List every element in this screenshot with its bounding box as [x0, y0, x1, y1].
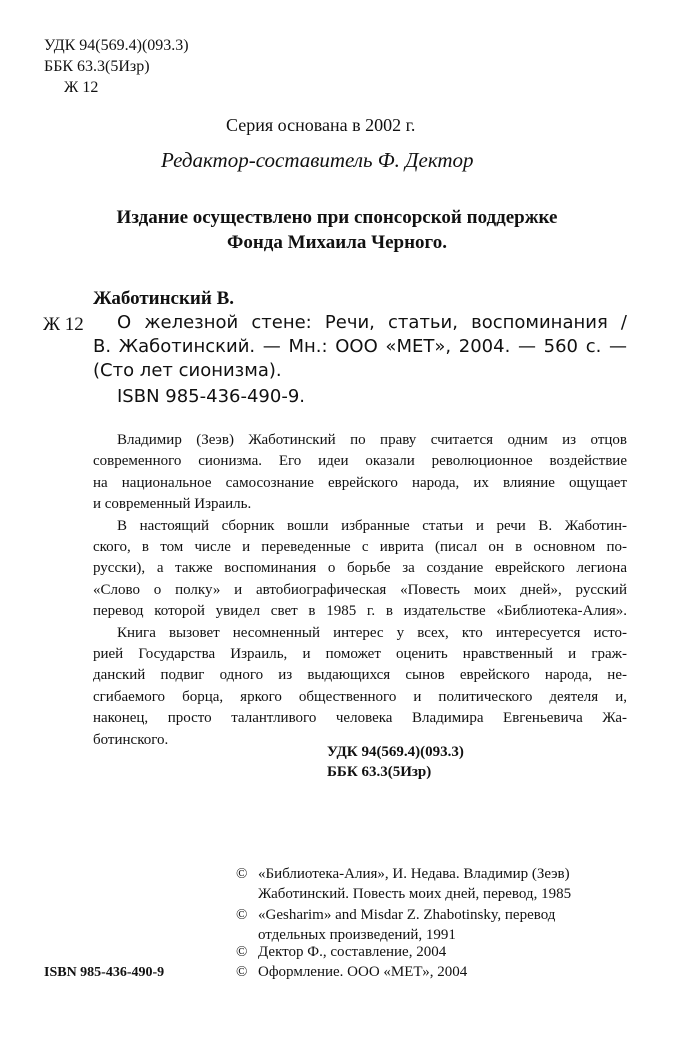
abstract-line: на национальное самосознание еврейского народа, их влияние ощущает: [93, 474, 627, 491]
copyright-symbol: ©: [236, 944, 248, 960]
abstract-line: русски), а также воспоминания о борьбе за создание еврейского легиона: [93, 560, 627, 577]
editor-line: Редактор-составитель Ф. Дектор: [161, 148, 474, 172]
biblio-isbn: ISBN 985-436-490-9.: [117, 386, 305, 407]
abstract-line: наконец, просто талантливого человека Владимира Евгеньевича Жа-: [93, 710, 627, 727]
copyright-text: «Библиотека-Алия», И. Недава. Владимир (Зеэв): [258, 866, 570, 882]
copyright-entry: [236, 905, 631, 945]
copyright-symbol: ©: [236, 964, 248, 980]
abstract-line: «Слово о полку» и автобиографическая «Повесть моих дней», русский: [93, 581, 627, 598]
biblio-line-2: В. Жаботинский. — Мн.: ООО «МЕТ», 2004. — 560 с. —: [93, 336, 627, 357]
abstract-line: данский подвиг одного из выдающихся сынов еврейского народа, не-: [93, 667, 627, 684]
abstract-line: ского, в том числе и переведенные с иврита (писал он в основном по-: [93, 539, 627, 556]
series-note: Серия основана в 2002 г.: [226, 115, 416, 135]
abstract: [93, 430, 627, 751]
sponsor-line-1: Издание осуществлено при спонсорской поддержке: [116, 207, 558, 228]
abstract-line: сгибаемого борца, яркого общественного и политического деятеля и,: [93, 688, 627, 705]
copyright-text: Жаботинский. Повесть моих дней, перевод, 1985: [258, 886, 572, 902]
sponsor-line-2: Фонда Михаила Черного.: [227, 232, 447, 253]
abstract-line: перевод которой увидел свет в 1985 г. в издательстве «Библиотека-Алия».: [93, 603, 627, 620]
udk-code: УДК 94(569.4)(093.3): [44, 37, 189, 54]
biblio-line-3: (Сто лет сионизма).: [93, 360, 282, 381]
classification-udk: УДК 94(569.4)(093.3): [327, 744, 464, 760]
bbk-code: ББК 63.3(5Изр): [44, 58, 150, 75]
copyright-text: «Gesharim» and Misdar Z. Zhabotinsky, перевод: [258, 907, 556, 923]
copyright-entry: [236, 962, 631, 982]
copyright-text: отдельных произведений, 1991: [258, 927, 456, 943]
abstract-line: и современный Израиль.: [93, 496, 252, 513]
classification-bbk: ББК 63.3(5Изр): [327, 764, 432, 780]
copyright-symbol: ©: [236, 907, 248, 923]
abstract-line: ботинского.: [93, 731, 169, 748]
copyright-entry: [236, 942, 631, 962]
copyright-text: Оформление. ООО «МЕТ», 2004: [258, 964, 468, 980]
abstract-line: Книга вызовет несомненный интерес у всех, кто интересуется исто-: [117, 624, 627, 641]
abstract-line: В настоящий сборник вошли избранные статьи и речи В. Жаботин-: [117, 517, 627, 534]
biblio-mark: Ж 12: [43, 314, 84, 335]
abstract-line: рией Государства Израиль, и поможет оценить нравственный и граж-: [93, 646, 627, 663]
abstract-line: Владимир (Зеэв) Жаботинский по праву считается одним из отцов: [117, 432, 627, 448]
biblio-author: Жаботинский В.: [93, 288, 234, 309]
copyright-entry: [236, 864, 631, 904]
author-mark: Ж 12: [64, 79, 99, 96]
copyright-symbol: ©: [236, 866, 248, 882]
footer-isbn: ISBN 985-436-490-9: [44, 965, 165, 980]
copyright-text: Дектор Ф., составление, 2004: [258, 944, 447, 960]
biblio-line-1: О железной стене: Речи, статьи, воспоминания /: [117, 312, 627, 333]
abstract-line: современного сионизма. Его идеи оказали революционное воздействие: [93, 453, 627, 470]
